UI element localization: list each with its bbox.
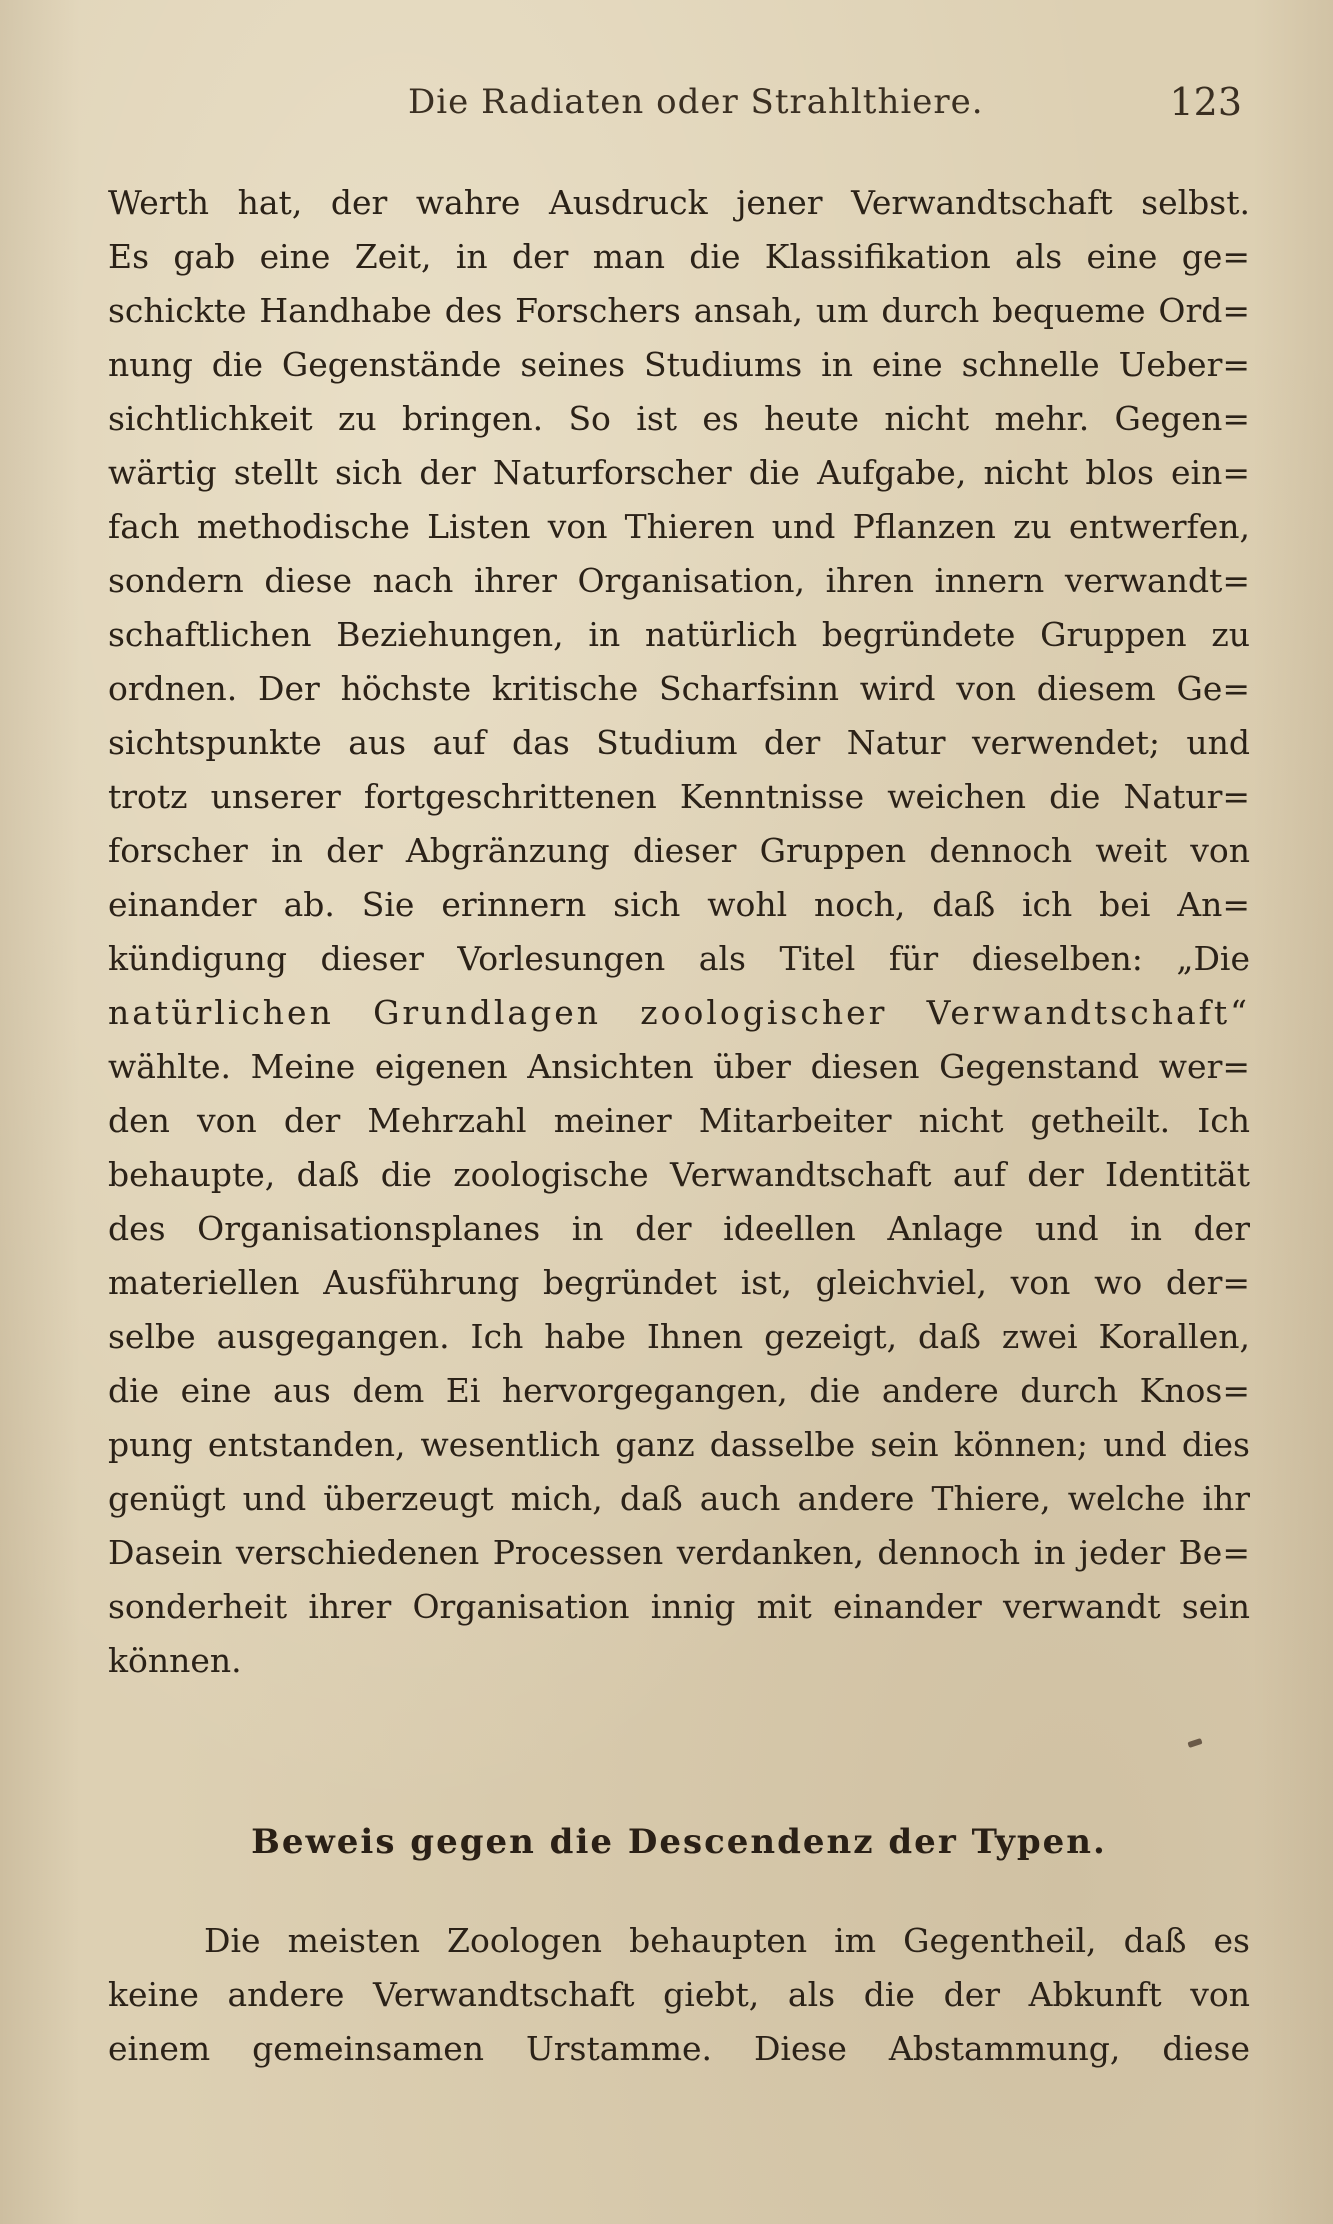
text-line: wärtig stellt sich der Naturforscher die Aufgabe, nicht blos ein= (108, 453, 1250, 492)
running-head (108, 82, 1250, 132)
text-line: Dasein verschiedenen Processen verdanken, dennoch in jeder Be= (108, 1533, 1250, 1572)
text-line: schickte Handhabe des Forschers ansah, um durch bequeme Ord= (108, 291, 1250, 330)
text-line: schaftlichen Beziehungen, in natürlich begründete Gruppen zu (108, 615, 1250, 654)
text-line: des Organisationsplanes in der ideellen Anlage und in der (108, 1209, 1250, 1248)
body-paragraph (108, 176, 1250, 1688)
text-line: sichtspunkte aus auf das Studium der Natur verwendet; und (108, 723, 1250, 762)
text-line: Es gab eine Zeit, in der man die Klassifikation als eine ge= (108, 237, 1250, 276)
text-line: einem gemeinsamen Urstamme. Diese Abstammung, diese (108, 2029, 1250, 2068)
text-line: kündigung dieser Vorlesungen als Titel für dieselben: „Die (108, 939, 1250, 978)
section-heading: Beweis gegen die Descendenz der Typen. (251, 1822, 1107, 1862)
page-number: 123 (1169, 80, 1242, 124)
text-line: ordnen. Der höchste kritische Scharfsinn wird von diesem Ge= (108, 669, 1250, 708)
text-line-indented: Die meisten Zoologen behaupten im Gegentheil, daß es (204, 1921, 1250, 1960)
text-line: sondern diese nach ihrer Organisation, ihren innern verwandt= (108, 561, 1250, 600)
text-line: einander ab. Sie erinnern sich wohl noch, daß ich bei An= (108, 885, 1250, 924)
text-line: den von der Mehrzahl meiner Mitarbeiter nicht getheilt. Ich (108, 1101, 1250, 1140)
running-title: Die Radiaten oder Strahlthiere. (408, 82, 984, 122)
text-line: pung entstanden, wesentlich ganz dasselbe sein können; und dies (108, 1425, 1250, 1464)
section-paragraph (108, 1914, 1250, 2076)
text-line: materiellen Ausführung begründet ist, gleichviel, von wo der= (108, 1263, 1250, 1302)
text-line: wählte. Meine eigenen Ansichten über diesen Gegenstand wer= (108, 1047, 1250, 1086)
text-line: sonderheit ihrer Organisation innig mit einander verwandt sein (108, 1587, 1250, 1626)
text-line-last: können. (108, 1641, 242, 1680)
text-line: keine andere Verwandtschaft giebt, als die der Abkunft von (108, 1975, 1250, 2014)
ink-mark (1187, 1738, 1202, 1748)
text-line: sichtlichkeit zu bringen. So ist es heute nicht mehr. Gegen= (108, 399, 1250, 438)
text-line: genügt und überzeugt mich, daß auch andere Thiere, welche ihr (108, 1479, 1250, 1518)
text-line: die eine aus dem Ei hervorgegangen, die andere durch Knos= (108, 1371, 1250, 1410)
text-line: Werth hat, der wahre Ausdruck jener Verwandtschaft selbst. (108, 183, 1250, 222)
text-line: forscher in der Abgränzung dieser Gruppen dennoch weit von (108, 831, 1250, 870)
text-line-spaced-title: natürlichen Grundlagen zoologischer Verwandtschaft“ (108, 993, 1250, 1032)
text-line: fach methodische Listen von Thieren und Pflanzen zu entwerfen, (108, 507, 1250, 546)
text-line: behaupte, daß die zoologische Verwandtschaft auf der Identität (108, 1155, 1250, 1194)
text-line: trotz unserer fortgeschrittenen Kenntnisse weichen die Natur= (108, 777, 1250, 816)
text-line: selbe ausgegangen. Ich habe Ihnen gezeigt, daß zwei Korallen, (108, 1317, 1250, 1356)
text-line: nung die Gegenstände seines Studiums in eine schnelle Ueber= (108, 345, 1250, 384)
